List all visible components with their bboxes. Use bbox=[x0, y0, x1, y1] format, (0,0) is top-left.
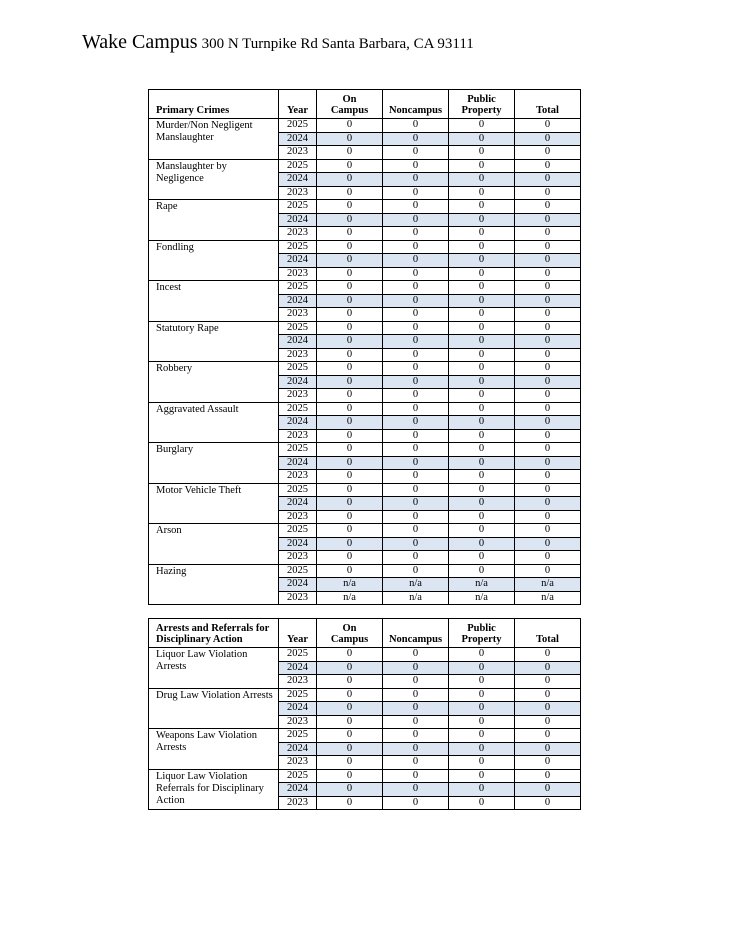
count-cell: 0 bbox=[515, 796, 581, 810]
count-cell: 0 bbox=[449, 267, 515, 281]
count-cell: 0 bbox=[449, 308, 515, 322]
crime-category-label: Liquor Law Violation Arrests bbox=[149, 648, 279, 689]
count-cell: 0 bbox=[383, 146, 449, 160]
count-cell: 0 bbox=[449, 335, 515, 349]
year-cell: 2023 bbox=[279, 510, 317, 524]
count-cell: 0 bbox=[515, 132, 581, 146]
count-cell: 0 bbox=[383, 537, 449, 551]
count-cell: 0 bbox=[383, 497, 449, 511]
count-cell: 0 bbox=[383, 362, 449, 376]
count-cell: 0 bbox=[383, 510, 449, 524]
count-cell: 0 bbox=[515, 729, 581, 743]
campus-name: Wake Campus bbox=[82, 31, 198, 53]
crime-category-label: Manslaughter by Negligence bbox=[149, 159, 279, 200]
count-cell: 0 bbox=[449, 510, 515, 524]
count-cell: 0 bbox=[383, 375, 449, 389]
year-cell: 2025 bbox=[279, 200, 317, 214]
count-cell: 0 bbox=[515, 742, 581, 756]
count-cell: 0 bbox=[317, 348, 383, 362]
year-cell: 2023 bbox=[279, 267, 317, 281]
count-cell: 0 bbox=[317, 186, 383, 200]
year-cell: 2025 bbox=[279, 402, 317, 416]
year-cell: 2024 bbox=[279, 375, 317, 389]
crime-category-label: Murder/Non Negligent Manslaughter bbox=[149, 119, 279, 160]
count-cell: 0 bbox=[449, 675, 515, 689]
count-cell: 0 bbox=[317, 375, 383, 389]
year-cell: 2023 bbox=[279, 348, 317, 362]
count-cell: 0 bbox=[515, 227, 581, 241]
year-cell: 2024 bbox=[279, 294, 317, 308]
year-cell: 2023 bbox=[279, 756, 317, 770]
count-cell: 0 bbox=[383, 564, 449, 578]
count-cell: 0 bbox=[383, 675, 449, 689]
count-cell: 0 bbox=[383, 389, 449, 403]
count-cell: 0 bbox=[449, 756, 515, 770]
count-cell: 0 bbox=[317, 715, 383, 729]
crime-category-label: Robbery bbox=[149, 362, 279, 403]
year-cell: 2025 bbox=[279, 443, 317, 457]
year-cell: 2023 bbox=[279, 429, 317, 443]
count-cell: 0 bbox=[515, 186, 581, 200]
count-cell: 0 bbox=[515, 456, 581, 470]
count-cell: 0 bbox=[317, 200, 383, 214]
count-cell: 0 bbox=[449, 456, 515, 470]
count-cell: 0 bbox=[317, 537, 383, 551]
count-cell: 0 bbox=[317, 159, 383, 173]
col-header-year: Year bbox=[279, 90, 317, 119]
count-cell: 0 bbox=[317, 240, 383, 254]
count-cell: 0 bbox=[449, 497, 515, 511]
count-cell: 0 bbox=[515, 146, 581, 160]
count-cell: 0 bbox=[515, 470, 581, 484]
count-cell: 0 bbox=[449, 483, 515, 497]
year-cell: 2024 bbox=[279, 416, 317, 430]
year-cell: 2023 bbox=[279, 796, 317, 810]
count-cell: 0 bbox=[383, 551, 449, 565]
count-cell: 0 bbox=[449, 200, 515, 214]
table-row bbox=[149, 281, 581, 295]
count-cell: 0 bbox=[515, 648, 581, 662]
year-cell: 2024 bbox=[279, 537, 317, 551]
table-row bbox=[149, 402, 581, 416]
count-cell: 0 bbox=[383, 132, 449, 146]
year-cell: 2024 bbox=[279, 578, 317, 592]
count-cell: 0 bbox=[515, 240, 581, 254]
crime-category-label: Drug Law Violation Arrests bbox=[149, 688, 279, 729]
count-cell: 0 bbox=[317, 281, 383, 295]
count-cell: 0 bbox=[317, 308, 383, 322]
count-cell: 0 bbox=[515, 429, 581, 443]
count-cell: 0 bbox=[515, 281, 581, 295]
count-cell: 0 bbox=[515, 443, 581, 457]
count-cell: 0 bbox=[449, 281, 515, 295]
count-cell: 0 bbox=[515, 335, 581, 349]
col-header-public-property: Public Property bbox=[449, 619, 515, 648]
year-cell: 2025 bbox=[279, 524, 317, 538]
count-cell: 0 bbox=[317, 729, 383, 743]
count-cell: 0 bbox=[515, 254, 581, 268]
year-cell: 2023 bbox=[279, 308, 317, 322]
count-cell: 0 bbox=[317, 497, 383, 511]
count-cell: 0 bbox=[383, 240, 449, 254]
count-cell: 0 bbox=[449, 769, 515, 783]
count-cell: 0 bbox=[317, 483, 383, 497]
count-cell: 0 bbox=[449, 783, 515, 797]
year-cell: 2023 bbox=[279, 470, 317, 484]
count-cell: 0 bbox=[515, 321, 581, 335]
crime-category-label: Aggravated Assault bbox=[149, 402, 279, 443]
count-cell: 0 bbox=[449, 159, 515, 173]
count-cell: n/a bbox=[383, 591, 449, 605]
col-header-public-property: Public Property bbox=[449, 90, 515, 119]
count-cell: 0 bbox=[515, 294, 581, 308]
year-cell: 2025 bbox=[279, 119, 317, 133]
count-cell: 0 bbox=[317, 254, 383, 268]
count-cell: 0 bbox=[317, 402, 383, 416]
table-row bbox=[149, 443, 581, 457]
count-cell: 0 bbox=[515, 416, 581, 430]
year-cell: 2025 bbox=[279, 281, 317, 295]
count-cell: 0 bbox=[515, 661, 581, 675]
year-cell: 2023 bbox=[279, 551, 317, 565]
count-cell: 0 bbox=[317, 456, 383, 470]
count-cell: 0 bbox=[383, 796, 449, 810]
count-cell: 0 bbox=[383, 267, 449, 281]
count-cell: 0 bbox=[383, 416, 449, 430]
count-cell: 0 bbox=[383, 715, 449, 729]
count-cell: 0 bbox=[515, 483, 581, 497]
count-cell: 0 bbox=[449, 416, 515, 430]
count-cell: 0 bbox=[515, 551, 581, 565]
count-cell: 0 bbox=[515, 200, 581, 214]
count-cell: n/a bbox=[317, 578, 383, 592]
table-row bbox=[149, 688, 581, 702]
count-cell: 0 bbox=[383, 335, 449, 349]
table-row bbox=[149, 524, 581, 538]
count-cell: n/a bbox=[383, 578, 449, 592]
count-cell: 0 bbox=[449, 375, 515, 389]
year-cell: 2025 bbox=[279, 564, 317, 578]
year-cell: 2025 bbox=[279, 648, 317, 662]
count-cell: 0 bbox=[383, 648, 449, 662]
count-cell: 0 bbox=[317, 564, 383, 578]
count-cell: 0 bbox=[449, 524, 515, 538]
count-cell: 0 bbox=[317, 335, 383, 349]
count-cell: 0 bbox=[317, 132, 383, 146]
count-cell: 0 bbox=[449, 715, 515, 729]
count-cell: 0 bbox=[449, 132, 515, 146]
count-cell: 0 bbox=[383, 429, 449, 443]
count-cell: 0 bbox=[317, 389, 383, 403]
count-cell: 0 bbox=[383, 702, 449, 716]
count-cell: 0 bbox=[515, 497, 581, 511]
count-cell: 0 bbox=[449, 688, 515, 702]
count-cell: 0 bbox=[317, 416, 383, 430]
count-cell: 0 bbox=[317, 524, 383, 538]
count-cell: 0 bbox=[515, 675, 581, 689]
count-cell: 0 bbox=[515, 524, 581, 538]
col-header-on-campus: On Campus bbox=[317, 619, 383, 648]
count-cell: 0 bbox=[515, 688, 581, 702]
count-cell: 0 bbox=[515, 213, 581, 227]
table-row bbox=[149, 321, 581, 335]
arrests-referrals-table bbox=[148, 618, 581, 810]
count-cell: 0 bbox=[449, 119, 515, 133]
count-cell: 0 bbox=[515, 389, 581, 403]
count-cell: 0 bbox=[449, 294, 515, 308]
year-cell: 2024 bbox=[279, 783, 317, 797]
count-cell: n/a bbox=[317, 591, 383, 605]
year-cell: 2023 bbox=[279, 715, 317, 729]
count-cell: 0 bbox=[383, 729, 449, 743]
count-cell: 0 bbox=[449, 551, 515, 565]
year-cell: 2023 bbox=[279, 389, 317, 403]
year-cell: 2024 bbox=[279, 335, 317, 349]
count-cell: 0 bbox=[449, 186, 515, 200]
count-cell: n/a bbox=[449, 591, 515, 605]
count-cell: n/a bbox=[449, 578, 515, 592]
count-cell: 0 bbox=[317, 661, 383, 675]
count-cell: 0 bbox=[515, 173, 581, 187]
count-cell: 0 bbox=[317, 702, 383, 716]
col-header-total: Total bbox=[515, 619, 581, 648]
primary-crimes-table bbox=[148, 89, 581, 605]
count-cell: 0 bbox=[383, 402, 449, 416]
crime-category-label: Rape bbox=[149, 200, 279, 241]
year-cell: 2025 bbox=[279, 729, 317, 743]
count-cell: 0 bbox=[317, 443, 383, 457]
count-cell: n/a bbox=[515, 578, 581, 592]
count-cell: 0 bbox=[383, 688, 449, 702]
count-cell: 0 bbox=[449, 564, 515, 578]
count-cell: 0 bbox=[383, 456, 449, 470]
count-cell: 0 bbox=[383, 173, 449, 187]
year-cell: 2025 bbox=[279, 688, 317, 702]
count-cell: 0 bbox=[449, 443, 515, 457]
table-row bbox=[149, 159, 581, 173]
count-cell: 0 bbox=[383, 742, 449, 756]
count-cell: 0 bbox=[383, 443, 449, 457]
count-cell: 0 bbox=[449, 389, 515, 403]
count-cell: 0 bbox=[317, 769, 383, 783]
count-cell: 0 bbox=[449, 796, 515, 810]
count-cell: 0 bbox=[449, 213, 515, 227]
count-cell: 0 bbox=[383, 294, 449, 308]
year-cell: 2023 bbox=[279, 591, 317, 605]
page-header bbox=[82, 31, 474, 54]
count-cell: 0 bbox=[449, 648, 515, 662]
year-cell: 2024 bbox=[279, 132, 317, 146]
count-cell: 0 bbox=[383, 119, 449, 133]
col-header-primary-crimes: Primary Crimes bbox=[149, 90, 279, 119]
count-cell: 0 bbox=[449, 227, 515, 241]
table-row bbox=[149, 200, 581, 214]
count-cell: 0 bbox=[449, 362, 515, 376]
count-cell: 0 bbox=[515, 308, 581, 322]
count-cell: 0 bbox=[317, 756, 383, 770]
table-row bbox=[149, 240, 581, 254]
count-cell: 0 bbox=[515, 510, 581, 524]
count-cell: 0 bbox=[317, 213, 383, 227]
count-cell: 0 bbox=[515, 267, 581, 281]
year-cell: 2023 bbox=[279, 675, 317, 689]
count-cell: 0 bbox=[515, 769, 581, 783]
count-cell: 0 bbox=[317, 227, 383, 241]
crime-category-label: Burglary bbox=[149, 443, 279, 484]
col-header-total: Total bbox=[515, 90, 581, 119]
count-cell: 0 bbox=[317, 119, 383, 133]
col-header-arrests-referrals: Arrests and Referrals for Disciplinary Action bbox=[149, 619, 279, 648]
count-cell: 0 bbox=[383, 186, 449, 200]
count-cell: 0 bbox=[515, 402, 581, 416]
count-cell: 0 bbox=[317, 796, 383, 810]
count-cell: 0 bbox=[383, 213, 449, 227]
count-cell: 0 bbox=[449, 402, 515, 416]
table-row bbox=[149, 769, 581, 783]
count-cell: 0 bbox=[515, 537, 581, 551]
count-cell: 0 bbox=[449, 661, 515, 675]
year-cell: 2023 bbox=[279, 227, 317, 241]
year-cell: 2024 bbox=[279, 661, 317, 675]
count-cell: 0 bbox=[515, 715, 581, 729]
count-cell: 0 bbox=[449, 146, 515, 160]
count-cell: 0 bbox=[515, 119, 581, 133]
count-cell: 0 bbox=[515, 564, 581, 578]
count-cell: 0 bbox=[449, 254, 515, 268]
count-cell: 0 bbox=[515, 159, 581, 173]
crime-category-label: Incest bbox=[149, 281, 279, 322]
year-cell: 2023 bbox=[279, 146, 317, 160]
campus-address: 300 N Turnpike Rd Santa Barbara, CA 93111 bbox=[201, 36, 474, 52]
count-cell: 0 bbox=[515, 702, 581, 716]
count-cell: 0 bbox=[317, 294, 383, 308]
year-cell: 2024 bbox=[279, 742, 317, 756]
count-cell: 0 bbox=[515, 362, 581, 376]
year-cell: 2025 bbox=[279, 321, 317, 335]
count-cell: 0 bbox=[515, 348, 581, 362]
count-cell: 0 bbox=[317, 470, 383, 484]
count-cell: 0 bbox=[317, 688, 383, 702]
table-row bbox=[149, 483, 581, 497]
crime-category-label: Fondling bbox=[149, 240, 279, 281]
table-row bbox=[149, 119, 581, 133]
count-cell: 0 bbox=[383, 769, 449, 783]
count-cell: 0 bbox=[383, 308, 449, 322]
year-cell: 2025 bbox=[279, 362, 317, 376]
year-cell: 2024 bbox=[279, 254, 317, 268]
year-cell: 2024 bbox=[279, 213, 317, 227]
table-row bbox=[149, 564, 581, 578]
count-cell: 0 bbox=[449, 240, 515, 254]
count-cell: 0 bbox=[449, 173, 515, 187]
count-cell: 0 bbox=[383, 470, 449, 484]
crime-category-label: Liquor Law Violation Referrals for Disciplinary Action bbox=[149, 769, 279, 810]
year-cell: 2025 bbox=[279, 483, 317, 497]
crime-category-label: Statutory Rape bbox=[149, 321, 279, 362]
year-cell: 2023 bbox=[279, 186, 317, 200]
count-cell: 0 bbox=[449, 729, 515, 743]
year-cell: 2024 bbox=[279, 173, 317, 187]
year-cell: 2025 bbox=[279, 240, 317, 254]
count-cell: 0 bbox=[317, 510, 383, 524]
count-cell: 0 bbox=[515, 756, 581, 770]
table-row bbox=[149, 729, 581, 743]
count-cell: 0 bbox=[383, 321, 449, 335]
count-cell: 0 bbox=[449, 348, 515, 362]
table-row bbox=[149, 362, 581, 376]
count-cell: 0 bbox=[317, 362, 383, 376]
count-cell: 0 bbox=[383, 783, 449, 797]
year-cell: 2025 bbox=[279, 769, 317, 783]
count-cell: 0 bbox=[449, 470, 515, 484]
count-cell: 0 bbox=[383, 756, 449, 770]
count-cell: 0 bbox=[449, 321, 515, 335]
col-header-year: Year bbox=[279, 619, 317, 648]
count-cell: 0 bbox=[515, 375, 581, 389]
count-cell: 0 bbox=[383, 348, 449, 362]
count-cell: 0 bbox=[383, 254, 449, 268]
count-cell: 0 bbox=[317, 783, 383, 797]
year-cell: 2024 bbox=[279, 497, 317, 511]
count-cell: 0 bbox=[449, 742, 515, 756]
crime-category-label: Weapons Law Violation Arrests bbox=[149, 729, 279, 770]
col-header-noncampus: Noncampus bbox=[383, 90, 449, 119]
col-header-on-campus: On Campus bbox=[317, 90, 383, 119]
year-cell: 2024 bbox=[279, 456, 317, 470]
count-cell: n/a bbox=[515, 591, 581, 605]
table-row bbox=[149, 648, 581, 662]
count-cell: 0 bbox=[515, 783, 581, 797]
count-cell: 0 bbox=[317, 146, 383, 160]
count-cell: 0 bbox=[449, 537, 515, 551]
crime-category-label: Arson bbox=[149, 524, 279, 565]
count-cell: 0 bbox=[317, 173, 383, 187]
count-cell: 0 bbox=[383, 483, 449, 497]
col-header-noncampus: Noncampus bbox=[383, 619, 449, 648]
year-cell: 2024 bbox=[279, 702, 317, 716]
count-cell: 0 bbox=[449, 702, 515, 716]
count-cell: 0 bbox=[383, 159, 449, 173]
count-cell: 0 bbox=[383, 281, 449, 295]
count-cell: 0 bbox=[383, 200, 449, 214]
year-cell: 2025 bbox=[279, 159, 317, 173]
count-cell: 0 bbox=[317, 551, 383, 565]
crime-category-label: Hazing bbox=[149, 564, 279, 605]
crime-category-label: Motor Vehicle Theft bbox=[149, 483, 279, 524]
count-cell: 0 bbox=[449, 429, 515, 443]
count-cell: 0 bbox=[317, 675, 383, 689]
count-cell: 0 bbox=[383, 227, 449, 241]
count-cell: 0 bbox=[317, 429, 383, 443]
count-cell: 0 bbox=[317, 648, 383, 662]
count-cell: 0 bbox=[317, 742, 383, 756]
count-cell: 0 bbox=[383, 661, 449, 675]
count-cell: 0 bbox=[317, 321, 383, 335]
count-cell: 0 bbox=[317, 267, 383, 281]
count-cell: 0 bbox=[383, 524, 449, 538]
